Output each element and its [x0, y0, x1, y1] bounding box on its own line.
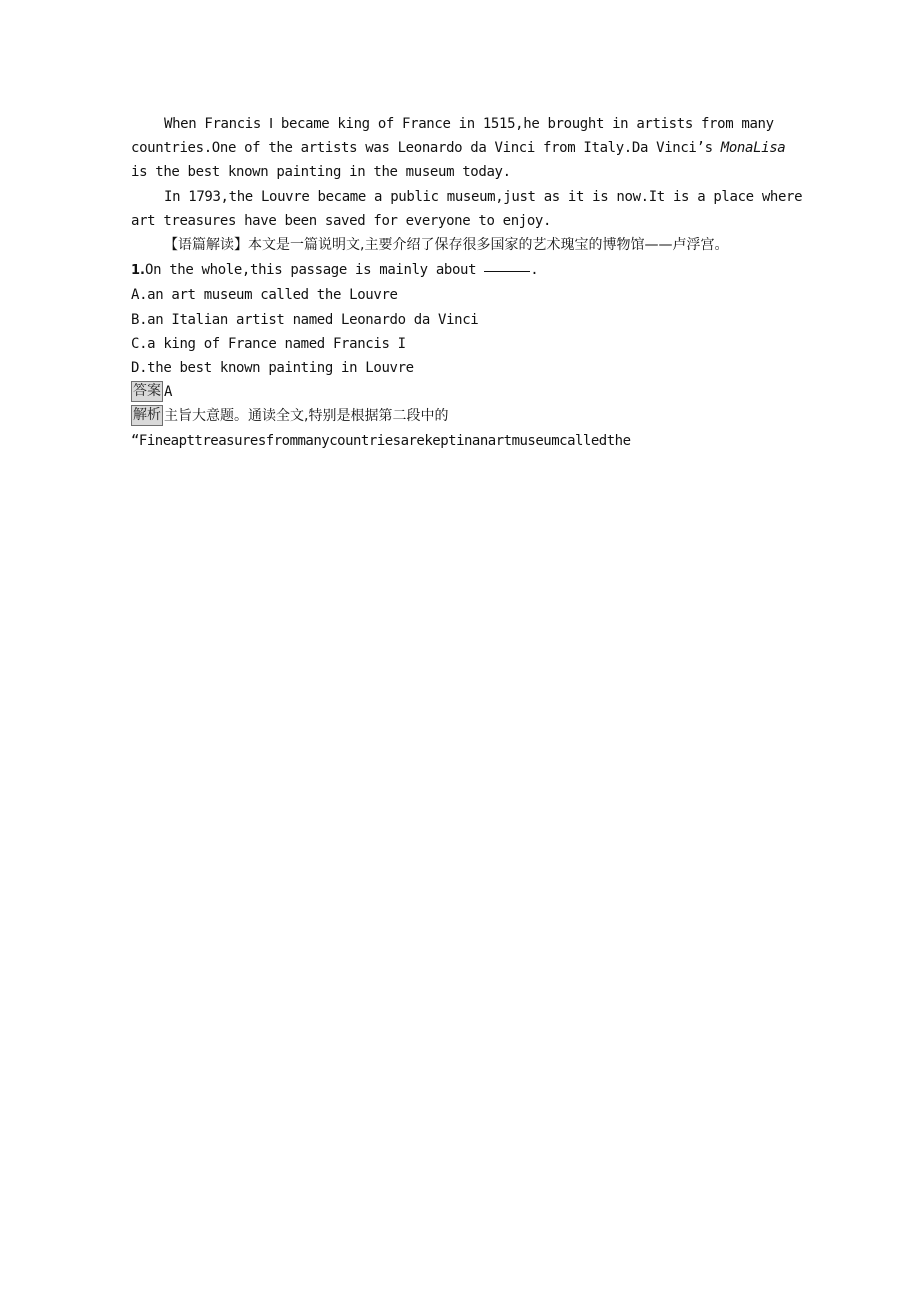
- passage-line: is the best known painting in the museum today.: [131, 164, 511, 181]
- explain-tag: 解析: [131, 405, 163, 426]
- option-a: A.an art museum called the Louvre: [131, 287, 398, 304]
- passage-line: When Francis Ⅰ became king of France in 1515,he brought in artists from many: [164, 116, 774, 132]
- passage-line: In 1793,the Louvre became a public museum,just as it is now.It is a place where: [164, 188, 803, 205]
- explain-row: 解析 主旨大意题。通读全文,特别是根据第二段中的: [133, 407, 449, 425]
- passage-paragraph-4: [131, 185, 803, 233]
- explain-line: “Fineарttreasuresfrommanycountriesarekeptinanartmuseumcalledthe: [131, 432, 631, 449]
- passage-line: art treasures have been saved for everyone to enjoy.: [131, 212, 552, 229]
- answer-value: A: [164, 384, 173, 401]
- answer-blank: [484, 257, 530, 272]
- option-c: C.a king of France named Francis I: [131, 335, 406, 352]
- answer-row: [131, 380, 791, 404]
- passage-paragraph-3: [131, 112, 791, 185]
- question-number: 1.: [131, 263, 145, 279]
- option-d: D.the best known painting in Louvre: [131, 360, 414, 377]
- passage-line: countries.One of the artists was Leonardo da Vinci from Italy.Da Vinci’s MonaLisa: [131, 140, 786, 157]
- answer-tag: 答案: [131, 381, 163, 402]
- option-b: B.an Italian artist named Leonardo da Vinci: [131, 311, 479, 328]
- painting-title: MonaLisa: [720, 140, 786, 157]
- document-page: [131, 112, 803, 453]
- analysis-text: 本文是一篇说明文,主要介绍了保存很多国家的艺术瑰宝的博物馆——卢浮宫。: [248, 237, 729, 254]
- question-1: [131, 257, 791, 453]
- passage-analysis: [131, 233, 791, 257]
- question-stem: 1.On the whole,this passage is mainly about .: [131, 257, 791, 283]
- analysis-label: 【语篇解读】: [164, 237, 248, 254]
